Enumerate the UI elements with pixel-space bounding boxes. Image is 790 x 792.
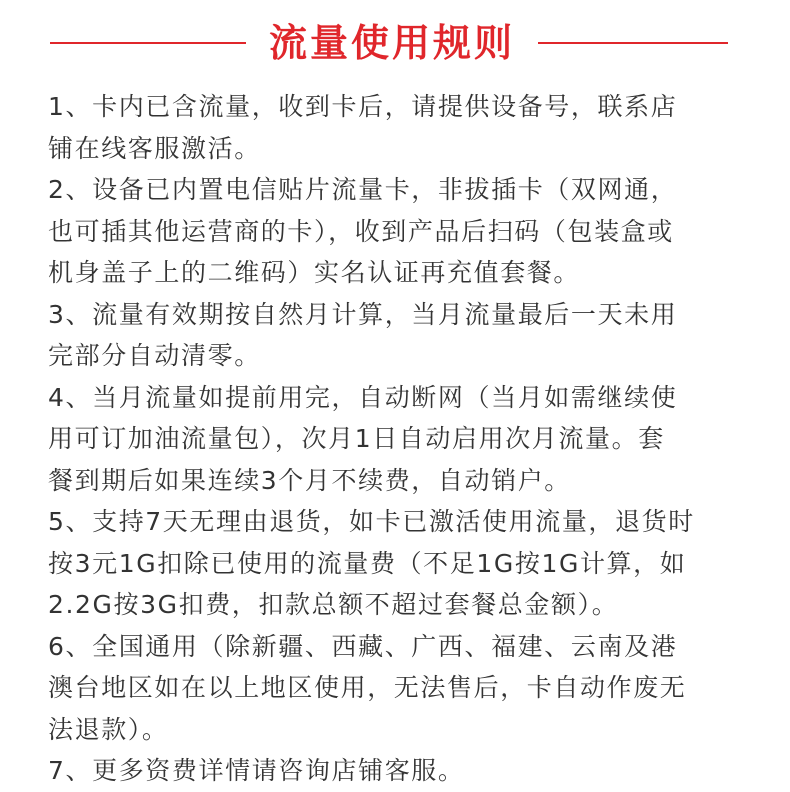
- rule-line: 机身盖子上的二维码）实名认证再充值套餐。: [48, 258, 581, 287]
- rule-line: 2、设备已内置电信贴片流量卡，非拔插卡（双网通，: [48, 175, 678, 204]
- rule-item-1: [48, 86, 748, 169]
- rule-line: 用可订加油流量包），次月1日自动启用次月流量。套: [48, 424, 665, 453]
- page-title: 流量使用规则: [268, 21, 515, 65]
- rule-line: 餐到期后如果连续3个月不续费，自动销户。: [48, 465, 571, 495]
- header-right-divider: [538, 42, 728, 44]
- rule-line: 5、支持7天无理由退货，如卡已激活使用流量，退货时: [48, 507, 695, 536]
- rule-item-5: [48, 501, 748, 626]
- rule-line: 1、卡内已含流量，收到卡后，请提供设备号，联系店: [48, 92, 678, 121]
- rule-line: 7、更多资费详情请咨询店铺客服。: [48, 756, 465, 785]
- rule-line: 完部分自动清零。: [48, 341, 261, 370]
- rule-item-6: [48, 626, 748, 751]
- rule-line: 2.2G按3G扣费，扣款总额不超过套餐总金额）。: [48, 590, 619, 619]
- rule-item-7: [48, 750, 748, 792]
- rules-list: [48, 86, 748, 792]
- rule-line: 铺在线客服激活。: [48, 133, 261, 163]
- rule-item-3: [48, 294, 748, 377]
- rule-line: 按3元1G扣除已使用的流量费（不足1G按1G计算，如: [48, 548, 687, 578]
- rule-line: 4、当月流量如提前用完，自动断网（当月如需继续使: [48, 382, 678, 412]
- section-header: [0, 14, 790, 74]
- rule-line: 澳台地区如在以上地区使用，无法售后，卡自动作废无: [48, 673, 687, 702]
- rule-line: 3、流量有效期按自然月计算，当月流量最后一天未用: [48, 299, 678, 329]
- rule-line: 6、全国通用（除新疆、西藏、广西、福建、云南及港: [48, 631, 678, 661]
- rule-line: 也可插其他运营商的卡），收到产品后扫码（包装盒或: [48, 216, 674, 246]
- header-left-divider: [50, 42, 246, 44]
- rule-item-4: [48, 377, 748, 502]
- rule-item-2: [48, 169, 748, 294]
- rule-line: 法退款）。: [48, 714, 169, 744]
